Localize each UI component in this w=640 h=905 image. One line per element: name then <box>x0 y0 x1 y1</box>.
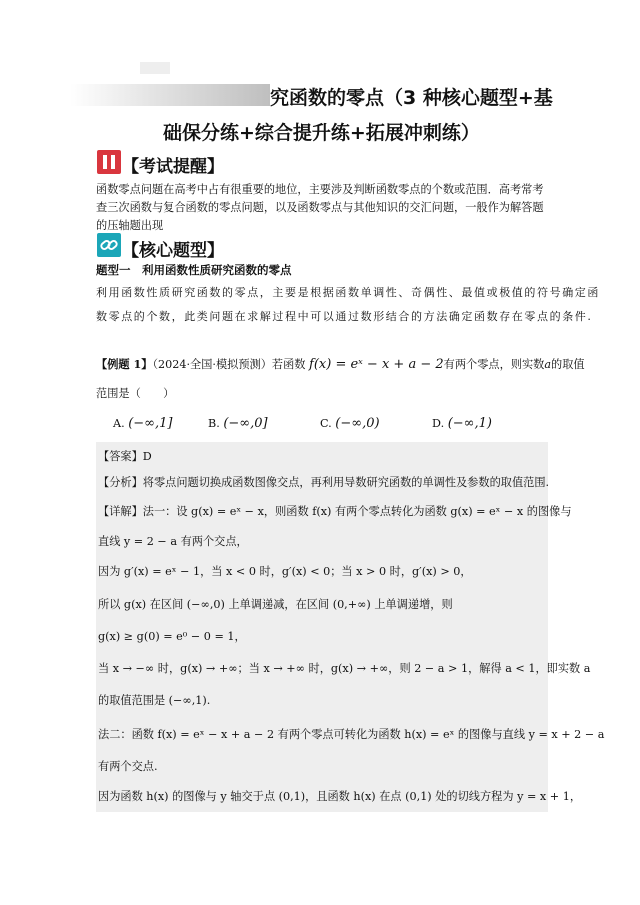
solution-detail-line9: 有两个交点. <box>98 760 158 773</box>
exam-tips-line2: 查三次函数与复合函数的零点问题，以及函数零点与其他知识的交汇问题，一般作为解答题 <box>96 201 544 214</box>
solution-detail-line7: 的取值范围是 (−∞,1). <box>98 694 211 707</box>
header-decoration-fade <box>70 84 270 106</box>
option-c[interactable] <box>320 416 380 431</box>
solution-detail-line1: 【详解】法一：设 g(x) = eˣ − x，则函数 f(x) 有两个零点转化为函数 g(x) = eˣ − x 的图像与 <box>98 505 572 518</box>
solution-block <box>96 442 548 812</box>
document-title-line1: 究函数的零点（3 种核心题型+基 <box>270 87 553 109</box>
type1-desc-line1: 利用函数性质研究函数的零点，主要是根据函数单调性、奇偶性、最值或极值的符号确定函 <box>96 286 600 299</box>
type1-title: 题型一 利用函数性质研究函数的零点 <box>96 263 292 277</box>
solution-detail-line2: 直线 y = 2 − a 有两个交点， <box>98 535 248 548</box>
exam-tips-line3: 的压轴题出现 <box>96 219 164 232</box>
example-function: f(x) = eˣ − x + a − 2 <box>309 357 444 372</box>
solution-answer: 【答案】D <box>98 450 152 463</box>
example-var-a: a <box>544 358 551 371</box>
example-source: （2024·全国·模拟预测）若函数 <box>152 358 306 371</box>
option-a-value: (−∞,1] <box>128 416 173 431</box>
option-b-label: B. <box>208 417 220 430</box>
link-icon <box>97 233 121 257</box>
solution-detail-line5: g(x) ≥ g(0) = e⁰ − 0 = 1， <box>98 630 246 643</box>
option-b-value: (−∞,0] <box>223 416 268 431</box>
document-title-line2: 础保分练+综合提升练+拓展冲刺练） <box>163 122 480 144</box>
solution-detail-line4: 所以 g(x) 在区间 (−∞,0) 上单调递减，在区间 (0,+∞) 上单调递增，则 <box>98 598 453 611</box>
example-tail2: 的取值 <box>551 358 585 371</box>
example-stem <box>96 356 585 372</box>
option-c-value: (−∞,0) <box>335 416 380 431</box>
solution-detail-line3: 因为 g′(x) = eˣ − 1，当 x < 0 时，g′(x) < 0；当 x > 0 时，g′(x) > 0， <box>98 565 472 578</box>
option-a-label: A. <box>113 417 125 430</box>
option-a[interactable] <box>113 416 172 431</box>
example-tag: 【例题 1】 <box>96 357 153 371</box>
option-d-value: (−∞,1) <box>447 416 492 431</box>
option-d-label: D. <box>432 417 445 430</box>
example-tail: 有两个零点，则实数 <box>443 358 545 371</box>
example-stem-line2: 范围是（ ） <box>96 387 175 400</box>
header-decoration-top <box>140 62 170 74</box>
option-c-label: C. <box>320 417 332 430</box>
option-d[interactable] <box>432 416 492 431</box>
type1-desc-line2: 数零点的个数，此类问题在求解过程中可以通过数形结合的方法确定函数存在零点的条件. <box>96 310 593 323</box>
solution-detail-line6: 当 x → −∞ 时，g(x) → +∞；当 x → +∞ 时，g(x) → +∞，则 2 − a > 1，解得 a < 1，即实数 a <box>98 662 591 675</box>
solution-detail-line8: 法二：函数 f(x) = eˣ − x + a − 2 有两个零点可转化为函数 h(x) = eˣ 的图像与直线 y = x + 2 − a <box>98 728 605 741</box>
option-b[interactable] <box>208 416 268 431</box>
solution-analysis: 【分析】将零点问题切换成函数图像交点，再利用导数研究函数的单调性及参数的取值范围. <box>98 476 550 489</box>
pause-bars-icon <box>97 150 121 174</box>
exam-tips-line1: 函数零点问题在高考中占有很重要的地位，主要涉及判断函数零点的个数或范围．高考常考 <box>96 183 544 196</box>
exam-tips-heading: 【考试提醒】 <box>122 157 224 177</box>
core-types-heading: 【核心题型】 <box>122 241 224 261</box>
solution-detail-line10: 因为函数 h(x) 的图像与 y 轴交于点 (0,1)，且函数 h(x) 在点 (0,1) 处的切线方程为 y = x + 1， <box>98 790 582 803</box>
